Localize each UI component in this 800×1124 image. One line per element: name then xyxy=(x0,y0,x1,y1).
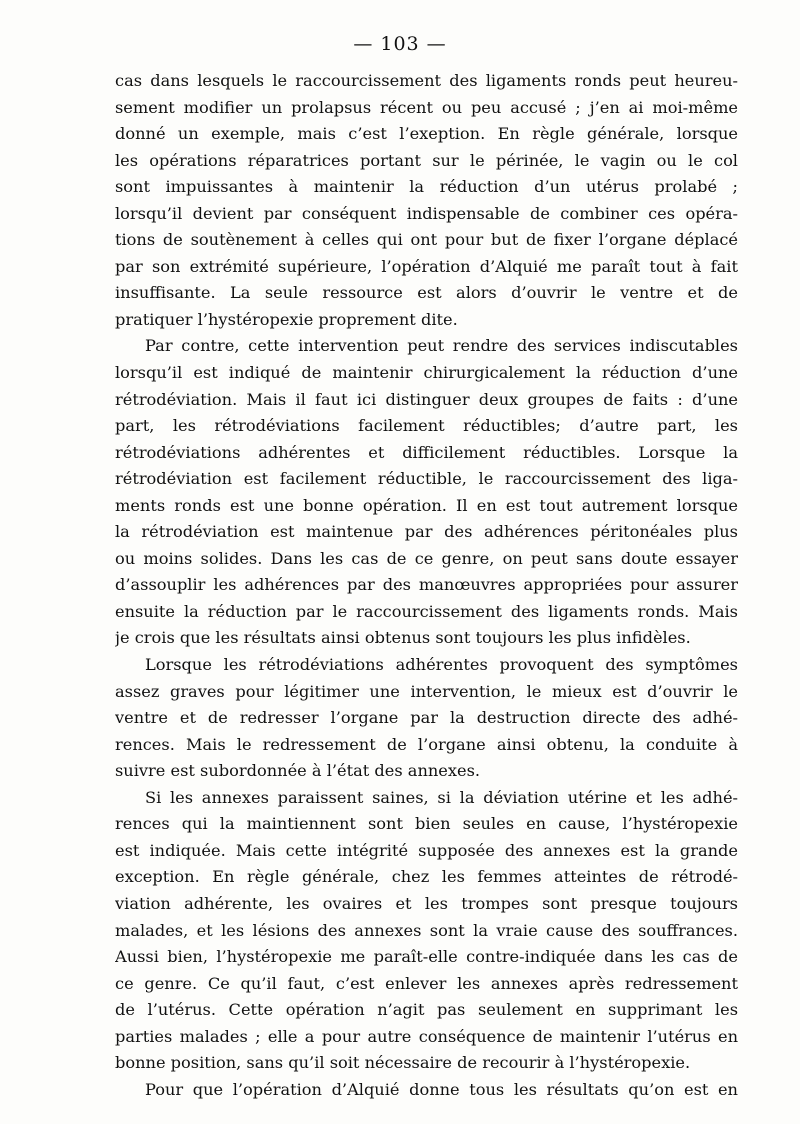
paragraph-first-line: Pour que l’opération d’Alquié donne tous les résultats qu’on est en xyxy=(145,1079,738,1099)
text-line: rences qui la maintiennent sont bien seules en cause, l’hystéropexie xyxy=(115,814,738,834)
text-line: lorsqu’il est indiqué de maintenir chirurgicalement la réduction d’une xyxy=(115,363,738,383)
text-line: Aussi bien, l’hystéropexie me paraît-elle contre-indiquée dans les cas de xyxy=(115,947,738,967)
text-line: d’assouplir les adhérences par des manœuvres appropriées pour assurer xyxy=(115,575,738,595)
text-line: sement modifier un prolapsus récent ou peu accusé ; j’en ai moi-même xyxy=(115,97,738,117)
text-line: est indiquée. Mais cette intégrité supposée des annexes est la grande xyxy=(115,840,738,860)
text-line: tions de soutènement à celles qui ont pour but de fixer l’organe déplacé xyxy=(115,230,738,250)
text-line: ou moins solides. Dans les cas de ce genre, on peut sans doute essayer xyxy=(115,548,738,568)
paragraph-last-line: je crois que les résultats ainsi obtenus sont toujours les plus infidèles. xyxy=(115,628,691,648)
text-line: exception. En règle générale, chez les femmes atteintes de rétrodé- xyxy=(115,867,738,887)
page-number: — 103 — xyxy=(353,33,447,55)
paragraph-first-line: Par contre, cette intervention peut rendre des services indiscutables xyxy=(145,336,738,356)
text-line: ventre et de redresser l’organe par la destruction directe des adhé- xyxy=(115,708,738,728)
paragraph-last-line: pratiquer l’hystéropexie proprement dite. xyxy=(115,309,458,329)
text-line: malades, et les lésions des annexes sont la vraie cause des souffrances. xyxy=(115,920,738,940)
text-line: ce genre. Ce qu’il faut, c’est enlever les annexes après redressement xyxy=(115,973,738,993)
text-line: parties malades ; elle a pour autre conséquence de maintenir l’utérus en xyxy=(115,1026,738,1046)
text-line: part, les rétrodéviations facilement réductibles; d’autre part, les xyxy=(115,416,738,436)
text-line: assez graves pour légitimer une intervention, le mieux est d’ouvrir le xyxy=(115,681,738,701)
paragraph-last-line: bonne position, sans qu’il soit nécessaire de recourir à l’hystéropexie. xyxy=(115,1053,691,1073)
text-line: ensuite la réduction par le raccourcissement des ligaments ronds. Mais xyxy=(115,601,738,621)
text-line: rétrodéviation. Mais il faut ici distinguer deux groupes de faits : d’une xyxy=(115,389,738,409)
text-line: insuffisante. La seule ressource est alors d’ouvrir le ventre et de xyxy=(115,283,738,303)
text-line: viation adhérente, les ovaires et les trompes sont presque toujours xyxy=(115,893,738,913)
paragraph-first-line: Lorsque les rétrodéviations adhérentes provoquent des symptômes xyxy=(145,655,738,675)
text-line: les opérations réparatrices portant sur le périnée, le vagin ou le col xyxy=(115,150,738,170)
body-text xyxy=(115,68,738,1103)
text-line: rétrodéviation est facilement réductible, le raccourcissement des liga- xyxy=(115,469,738,489)
text-line: lorsqu’il devient par conséquent indispensable de combiner ces opéra- xyxy=(115,203,738,223)
text-line: cas dans lesquels le raccourcissement des ligaments ronds peut heureu- xyxy=(115,71,738,90)
paragraph-last-line: suivre est subordonnée à l’état des annexes. xyxy=(115,761,481,781)
text-line: donné un exemple, mais c’est l’exeption. En règle générale, lorsque xyxy=(115,124,738,144)
text-line: de l’utérus. Cette opération n’agit pas seulement en supprimant les xyxy=(115,1000,738,1020)
paragraph-first-line: Si les annexes paraissent saines, si la déviation utérine et les adhé- xyxy=(145,787,738,807)
text-line: sont impuissantes à maintenir la réduction d’un utérus prolabé ; xyxy=(115,177,738,197)
text-line: ments ronds est une bonne opération. Il en est tout autrement lorsque xyxy=(115,495,738,515)
text-line: par son extrémité supérieure, l’opération d’Alquié me paraît tout à fait xyxy=(115,256,738,276)
text-line: rétrodéviations adhérentes et difficilement réductibles. Lorsque la xyxy=(115,442,738,462)
text-line: la rétrodéviation est maintenue par des adhérences péritonéales plus xyxy=(115,522,738,542)
text-line: rences. Mais le redressement de l’organe ainsi obtenu, la conduite à xyxy=(115,734,738,754)
